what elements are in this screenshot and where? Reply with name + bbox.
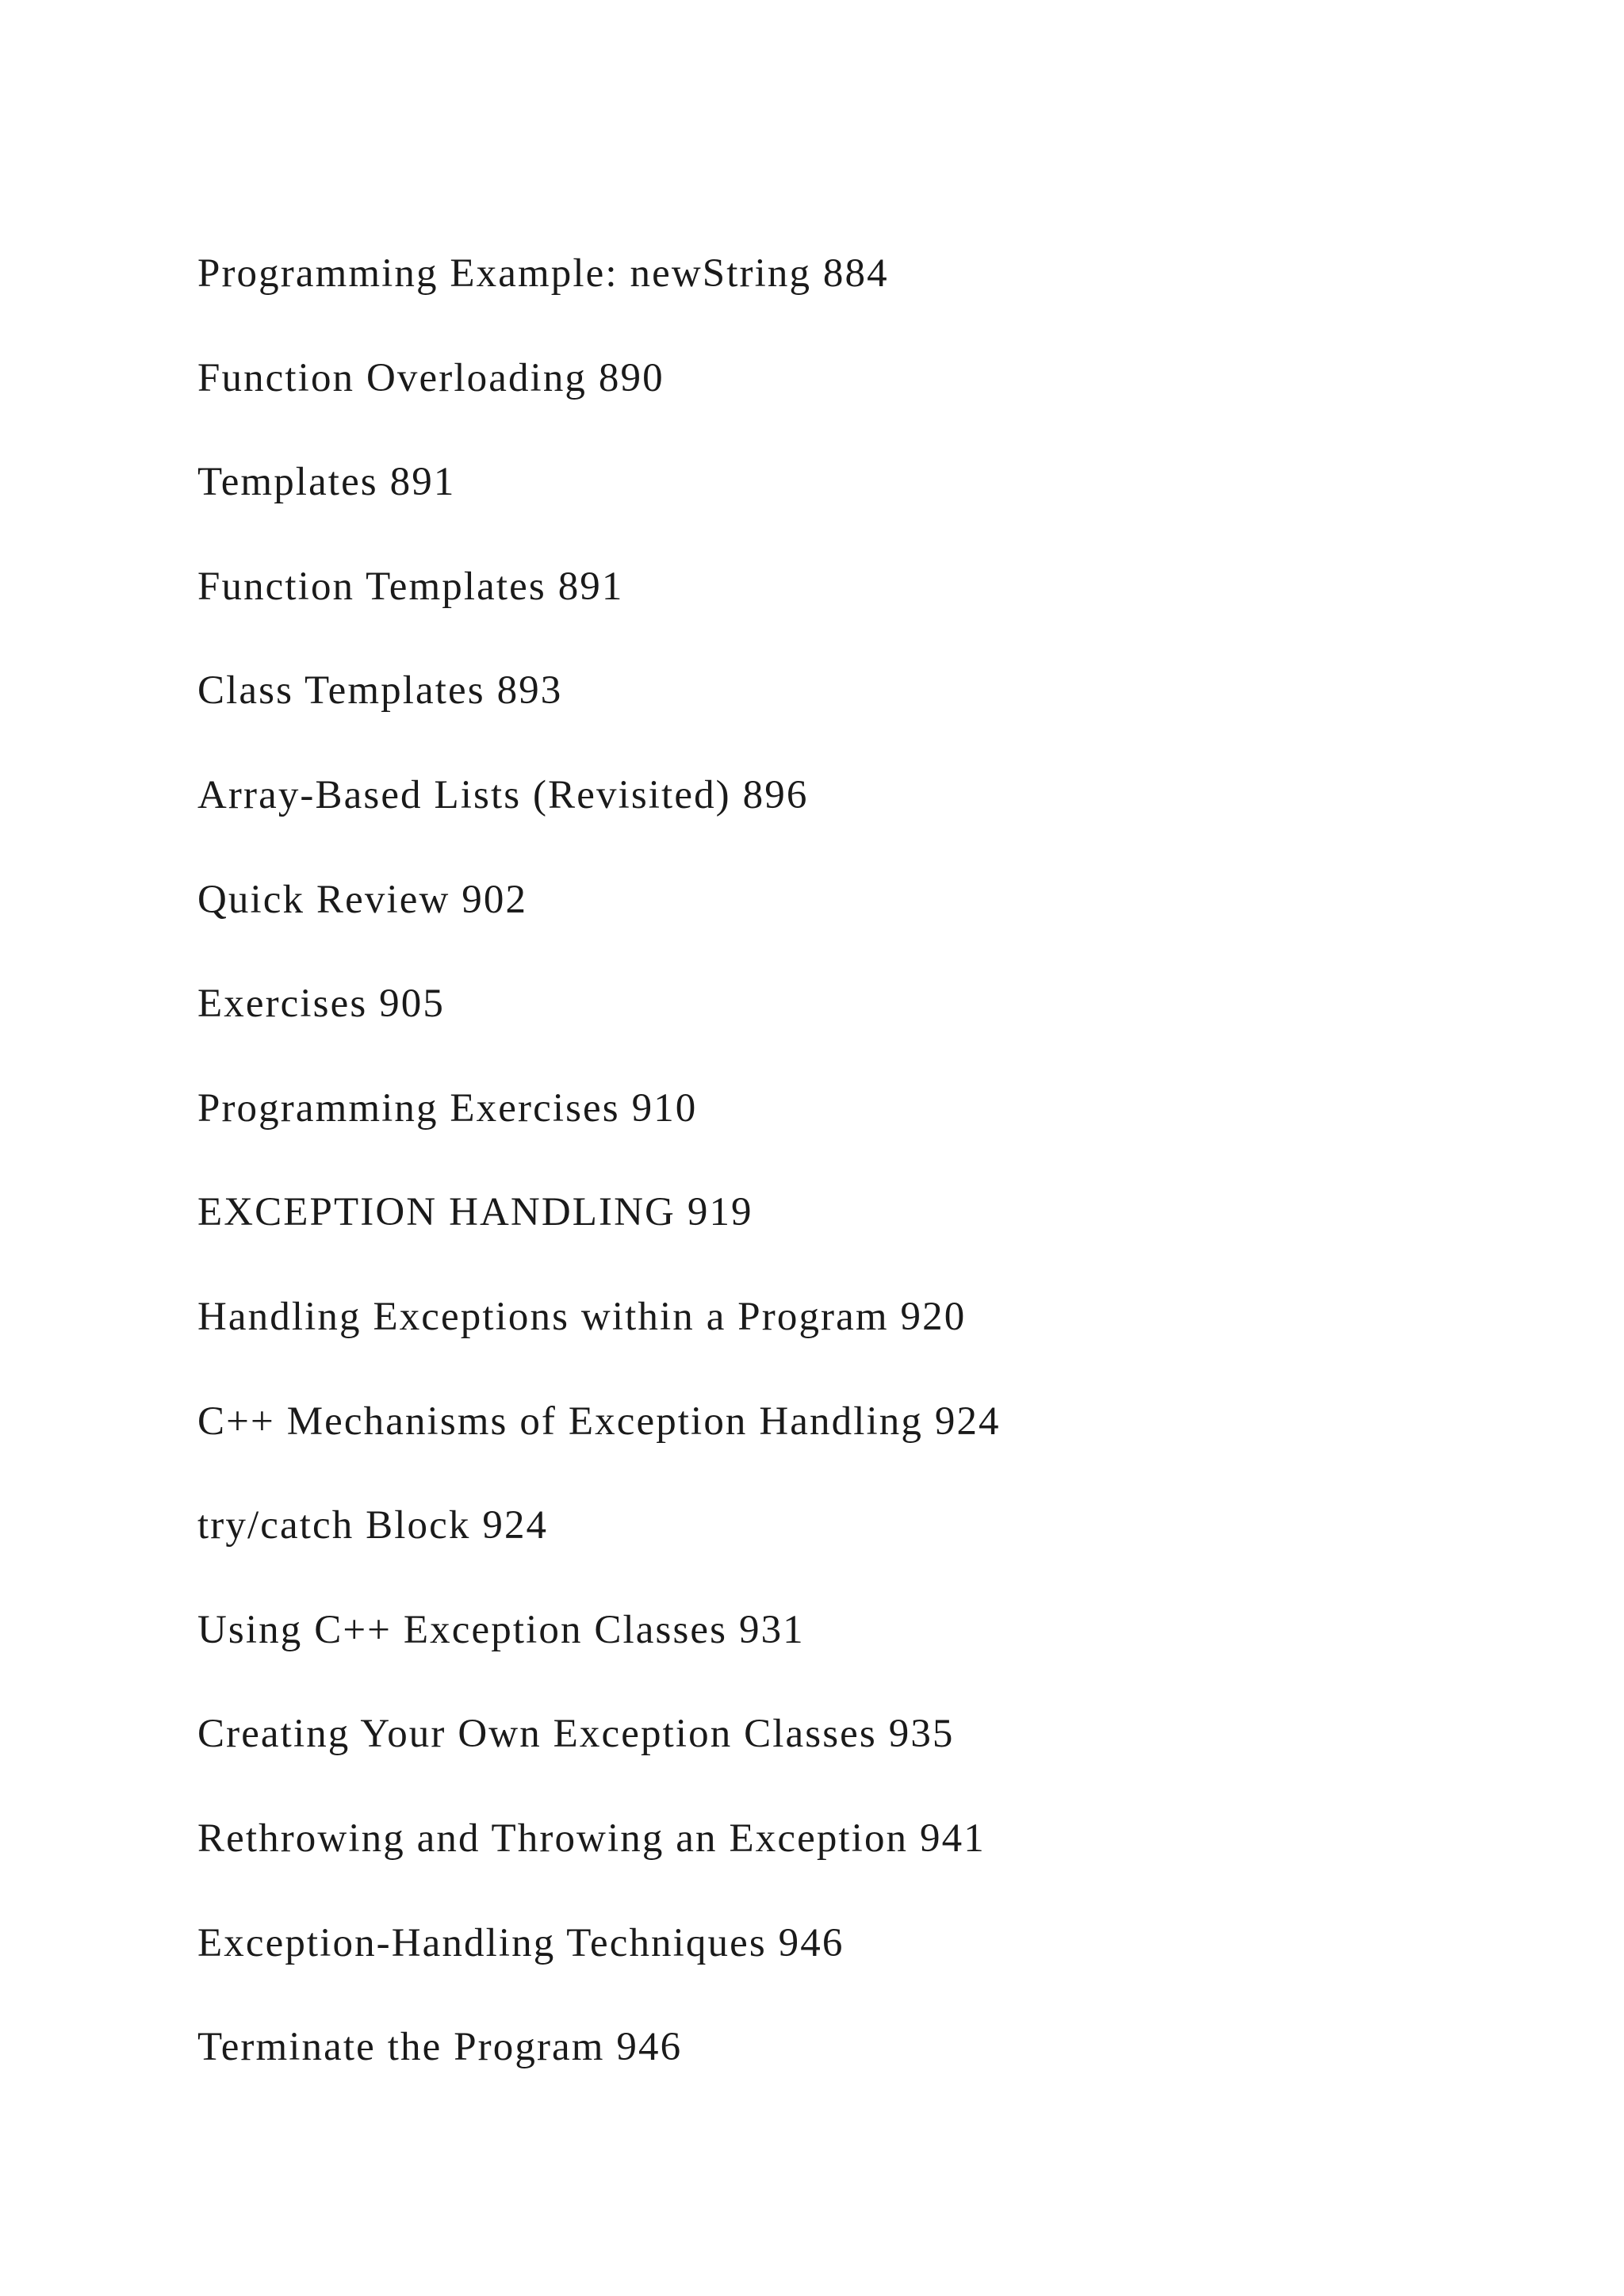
toc-entry-page: 891 [557, 564, 624, 609]
toc-entry-title: Rethrowing and Throwing an Exception [197, 1816, 909, 1861]
toc-entry-title: Using C++ Exception Classes [197, 1607, 728, 1652]
toc-entry [197, 872, 1001, 977]
toc-entry-page: 884 [822, 251, 889, 296]
toc-entry-page: 920 [900, 1294, 967, 1339]
toc-entry [197, 350, 1001, 455]
toc-entry [197, 2019, 1001, 2124]
toc-entry [197, 246, 1001, 350]
toc-entry-title: Function Templates [197, 564, 546, 609]
toc-entry-page: 924 [482, 1503, 549, 1548]
toc-entry-title: Exercises [197, 982, 368, 1027]
toc-entry-title: C++ Mechanisms of Exception Handling [197, 1399, 923, 1444]
toc-entry-page: 946 [778, 1920, 845, 1965]
toc-entry [197, 1498, 1001, 1602]
toc-entry-page: 941 [920, 1816, 986, 1861]
toc-entry [197, 767, 1001, 872]
toc-entry-title: Class Templates [197, 668, 485, 714]
toc-entry-title: Exception-Handling Techniques [197, 1920, 767, 1965]
toc-entry [197, 454, 1001, 559]
toc-entry [197, 1394, 1001, 1498]
table-of-contents [197, 246, 1001, 2124]
toc-entry-page: 924 [934, 1399, 1001, 1444]
toc-entry-page: 891 [389, 460, 456, 505]
toc-entry-title: Quick Review [197, 877, 450, 922]
toc-entry [197, 1081, 1001, 1185]
toc-entry-page: 893 [496, 668, 563, 714]
toc-entry [197, 1289, 1001, 1394]
toc-entry-title: Function Overloading [197, 355, 588, 400]
toc-entry-page: 896 [742, 772, 809, 817]
toc-entry [197, 1602, 1001, 1707]
toc-entry-page: 935 [888, 1712, 955, 1757]
toc-entry-page: 890 [598, 355, 665, 400]
toc-entry-title: try/catch Block [197, 1503, 471, 1548]
toc-entry [197, 1915, 1001, 2020]
toc-entry-title: Programming Example: newString [197, 251, 812, 296]
toc-entry [197, 1184, 1001, 1289]
toc-entry-title: Programming Exercises [197, 1085, 620, 1131]
toc-entry-title: Terminate the Program [197, 2025, 605, 2070]
toc-entry-page: 946 [616, 2025, 683, 2070]
toc-entry-page: 931 [738, 1607, 805, 1652]
toc-entry-title: Templates [197, 460, 378, 505]
toc-entry-title: Handling Exceptions within a Program [197, 1294, 889, 1339]
toc-entry-page: 905 [379, 982, 445, 1027]
toc-entry-title: EXCEPTION HANDLING [197, 1190, 676, 1235]
toc-entry [197, 663, 1001, 767]
toc-entry-title: Creating Your Own Exception Classes [197, 1712, 877, 1757]
toc-entry-page: 919 [687, 1190, 753, 1235]
toc-entry-title: Array-Based Lists (Revisited) [197, 772, 731, 817]
toc-entry [197, 1811, 1001, 1915]
toc-entry [197, 1706, 1001, 1811]
toc-entry [197, 976, 1001, 1081]
toc-entry-page: 902 [462, 877, 528, 922]
toc-entry [197, 559, 1001, 664]
toc-entry-page: 910 [631, 1085, 698, 1131]
